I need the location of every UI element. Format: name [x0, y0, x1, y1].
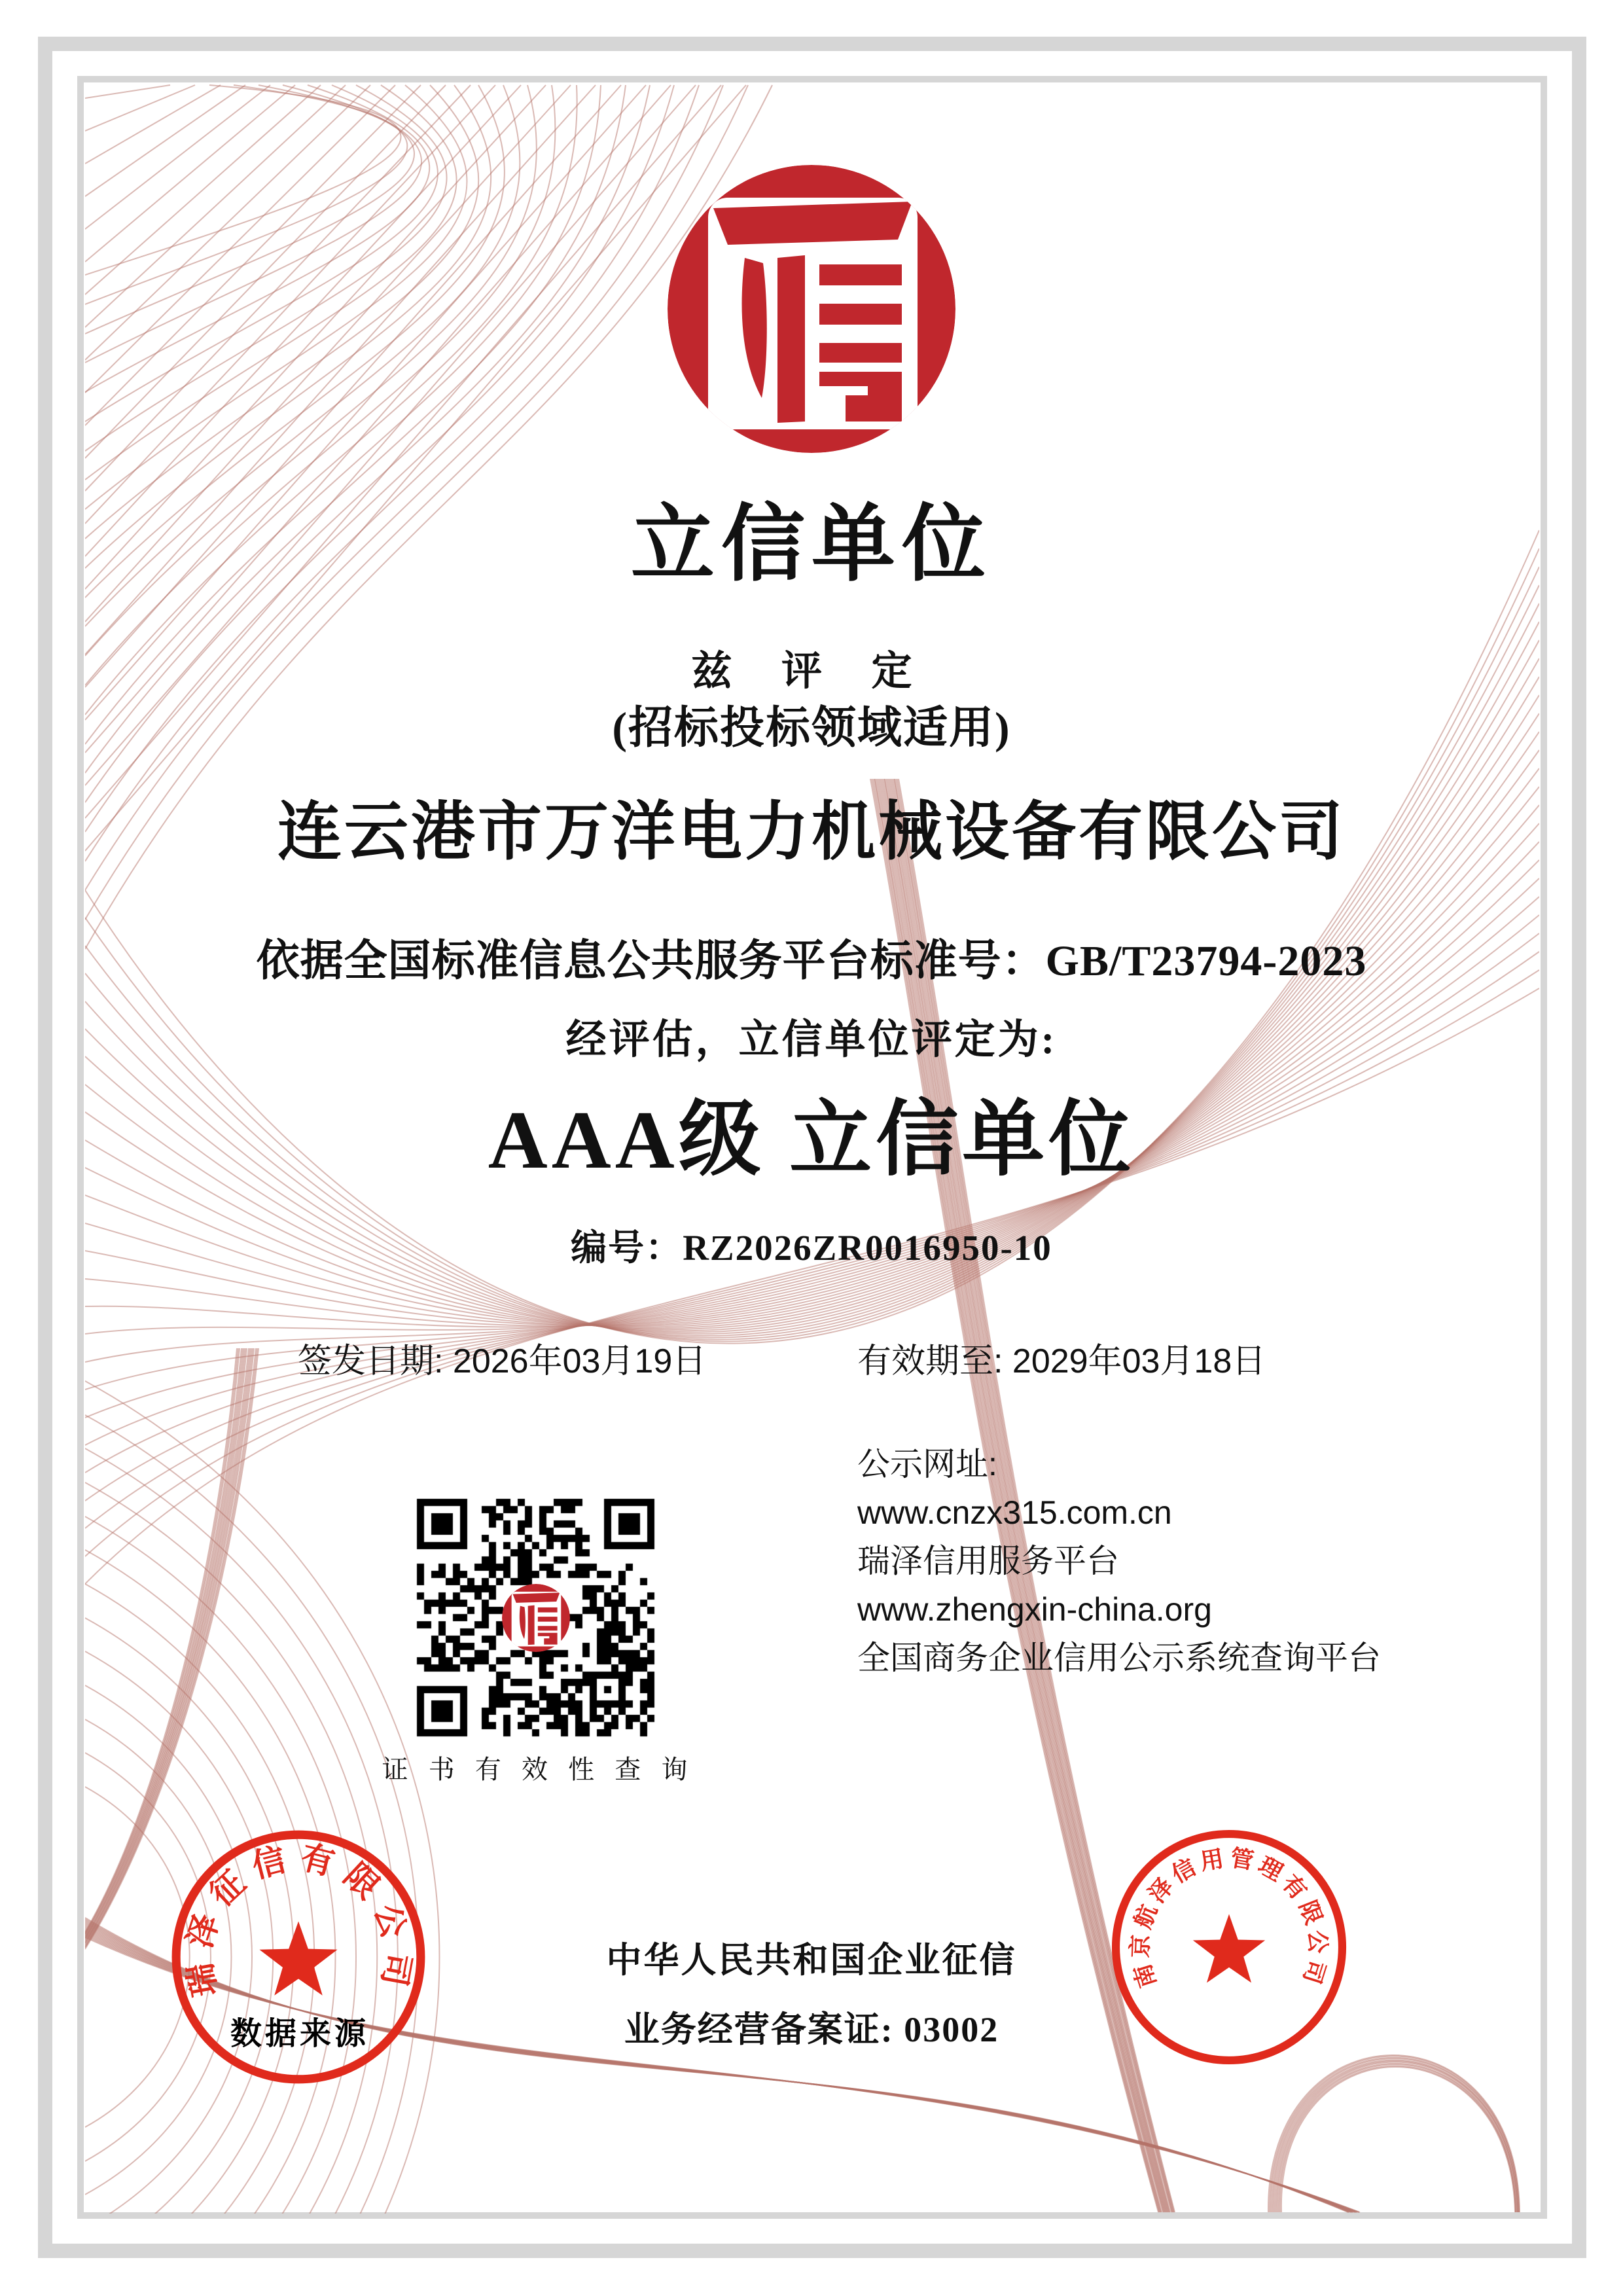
publicity-platform-1: 瑞泽信用服务平台 — [857, 1543, 1119, 1579]
scope-note: (招标投标领域适用) — [612, 703, 1011, 753]
rating-line: AAA级 立信单位 — [488, 1095, 1135, 1186]
publicity-platform-2: 全国商务企业信用公示系统查询平台 — [857, 1640, 1381, 1676]
publicity-url-2: www.zhengxin-china.org — [857, 1591, 1212, 1628]
right-seal-text: 南京航泽信用管理有限公司 — [1126, 1844, 1332, 1991]
qr-center-logo-icon — [502, 1584, 570, 1652]
standard-number: GB/T23794-2023 — [1045, 937, 1367, 985]
certificate-title: 立信单位 — [630, 498, 992, 591]
star-icon — [1193, 1914, 1265, 1983]
left-seal-text: 瑞泽征信有限公司 — [179, 1838, 418, 2000]
expiry-date-line — [857, 1333, 1266, 1382]
footer-license-number: 03002 — [904, 2010, 999, 2049]
footer-license-label: 业务经营备案证: — [624, 2010, 904, 2049]
right-seal — [1107, 1825, 1351, 2070]
expiry-date-label: 有效期至: — [857, 1342, 1012, 1380]
qr-code — [414, 1496, 658, 1740]
assessment-line: 经评估，立信单位评定为: — [565, 1018, 1058, 1062]
issue-date-line — [298, 1333, 706, 1382]
data-source-label: 数据来源 — [230, 2017, 369, 2051]
serial-line — [0, 1219, 1623, 1270]
publicity-url-1: www.cnzx315.com.cn — [857, 1494, 1172, 1531]
expiry-date-value: 2029年03月18日 — [1012, 1342, 1266, 1380]
star-icon — [259, 1921, 337, 1995]
serial-label: 编号： — [571, 1228, 683, 1268]
issue-date-value: 2026年03月19日 — [452, 1342, 707, 1380]
qr-caption: 证 书 有 效 性 查 询 — [382, 1755, 694, 1784]
intro-line: 兹 评 定 — [691, 649, 932, 694]
publicity-block — [857, 1440, 1381, 1682]
serial-number: RZ2026ZR0016950-10 — [683, 1228, 1052, 1268]
issue-date-label: 签发日期: — [298, 1342, 453, 1380]
xin-logo-icon — [668, 165, 955, 453]
standard-prefix: 依据全国标准信息公共服务平台标准号： — [256, 937, 1046, 985]
footer-line-1: 中华人民共和国企业征信 — [606, 1941, 1017, 1980]
standard-line — [0, 925, 1623, 988]
company-name: 连云港市万洋电力机械设备有限公司 — [277, 797, 1346, 868]
publicity-label: 公示网址: — [857, 1446, 997, 1482]
